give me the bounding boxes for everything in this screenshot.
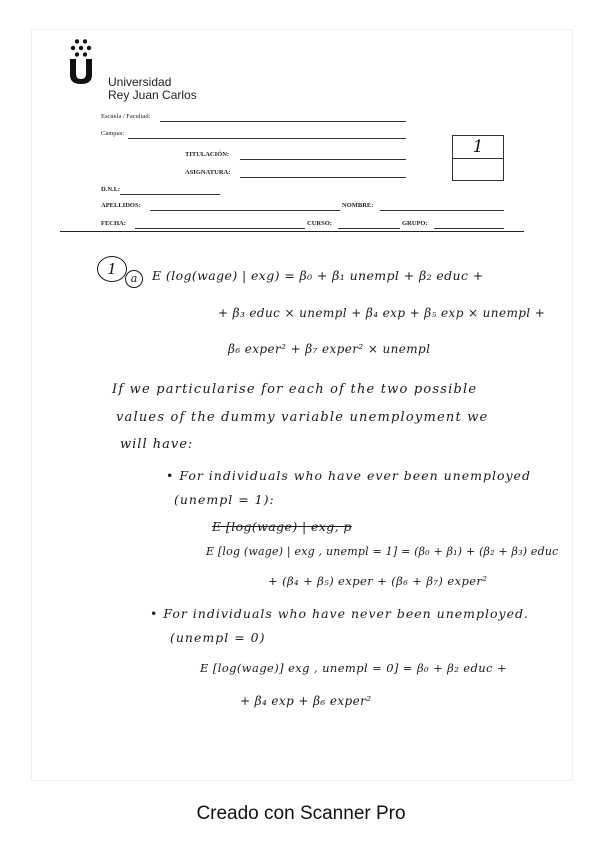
dni-label: D.N.I.:	[101, 186, 120, 193]
equation-1-line-2: + β₃ educ × unempl + β₄ exp + β₅ exp × unempl +	[218, 306, 546, 320]
page-number: 1	[472, 137, 484, 157]
nombre-line	[380, 210, 504, 211]
escuela-label: Escuela / Facultad:	[101, 113, 151, 120]
bullet-1-struck-text: E [log(wage) | exg, p	[212, 519, 352, 534]
paragraph-line-1: If we particularise for each of the two possible	[112, 382, 478, 397]
question-number-circle: 1	[97, 256, 127, 282]
campus-label: Campus:	[101, 130, 125, 137]
titulacion-line	[240, 159, 406, 160]
bullet-2-equation-line-1: E [log(wage)] exg , unempl = 0] = β₀ + β₂ educ +	[200, 661, 507, 675]
titulacion-label: TITULACIÓN:	[185, 151, 230, 158]
paragraph-line-2: values of the dummy variable unemployment we	[116, 410, 489, 425]
curso-line	[338, 228, 400, 229]
asignatura-label: ASIGNATURA:	[185, 169, 231, 176]
curso-label: CURSO:	[307, 220, 332, 227]
footer-watermark: Creado con Scanner Pro	[196, 803, 406, 824]
bullet-1-line-1: • For individuals who have ever been unemployed	[166, 468, 531, 483]
bullet-2-line-1: • For individuals who have never been unemployed.	[150, 606, 529, 621]
bullet-1-line-2: (unempl = 1):	[174, 492, 275, 507]
nombre-label: NOMBRE:	[342, 202, 374, 209]
bullet-2-line-2: (unempl = 0)	[170, 630, 266, 645]
university-name: Universidad Rey Juan Carlos	[108, 75, 197, 102]
grupo-label: GRUPO:	[402, 220, 428, 227]
apellidos-label: APELLIDOS:	[101, 202, 141, 209]
equation-1-line-1: E (log(wage) | exg) = β₀ + β₁ unempl + β₂ educ +	[152, 268, 484, 283]
asignatura-line	[240, 177, 406, 178]
dni-line	[120, 194, 220, 195]
paragraph-line-3: will have:	[120, 437, 194, 452]
part-letter-circle: a	[125, 270, 143, 288]
escuela-line	[160, 121, 406, 122]
equation-1-line-3: β₆ exper² + β₇ exper² × unempl	[228, 342, 431, 356]
university-logo	[68, 38, 94, 84]
grupo-line	[434, 228, 504, 229]
grade-box	[452, 135, 504, 181]
bullet-1-equation-line-2: + (β₄ + β₅) exper + (β₆ + β₇) exper²	[268, 574, 488, 588]
bullet-1-equation-line-1: E [log (wage) | exg , unempl = 1] = (β₀ + β₁) + (β₂ + β₃) educ	[206, 545, 559, 558]
fecha-label: FECHA:	[101, 220, 126, 227]
apellidos-line	[150, 210, 340, 211]
header-separator	[60, 231, 524, 232]
bullet-2-equation-line-2: + β₄ exp + β₆ exper²	[240, 694, 372, 708]
fecha-line	[135, 228, 305, 229]
campus-line	[128, 138, 406, 139]
